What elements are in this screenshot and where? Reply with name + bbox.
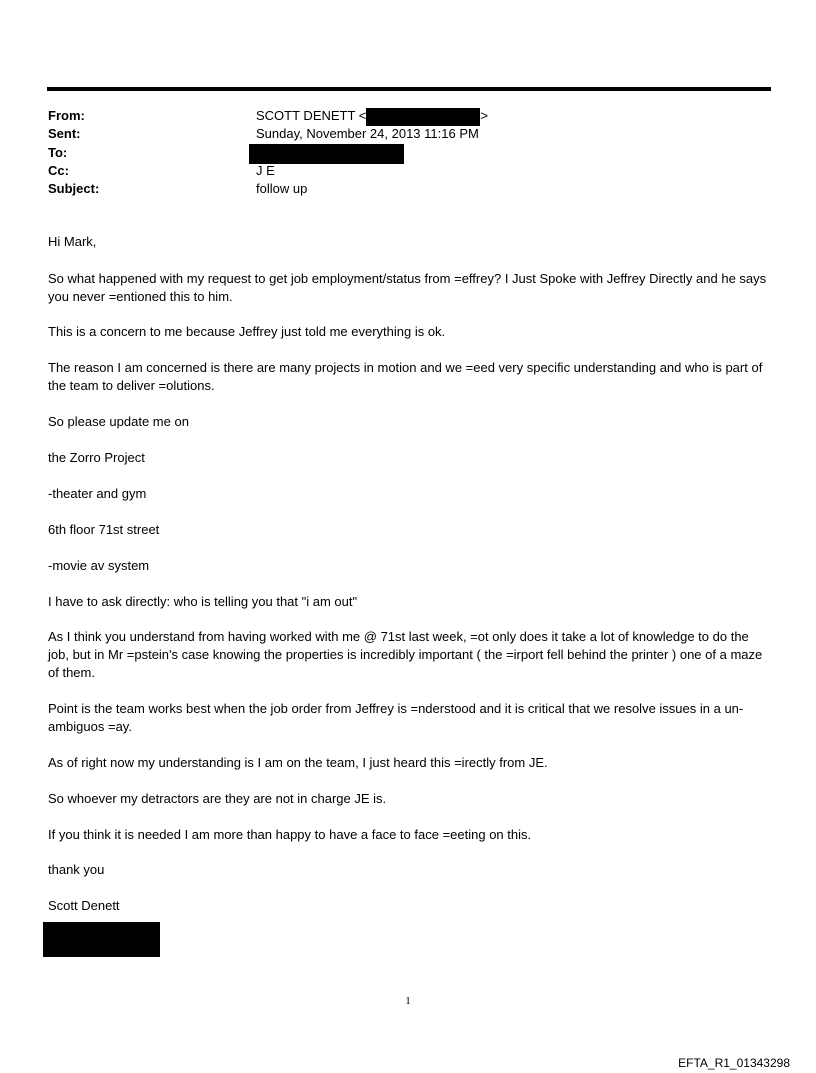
cc-label: Cc: xyxy=(48,163,69,178)
body-paragraph: As of right now my understanding is I am on the team, I just heard this =irectly from JE. xyxy=(48,755,548,770)
sent-value: Sunday, November 24, 2013 11:16 PM xyxy=(256,126,479,141)
list-item: -movie av system xyxy=(48,558,150,573)
closing: thank you xyxy=(48,862,105,877)
sent-label: Sent: xyxy=(48,126,81,141)
signature-name: Scott Denett xyxy=(48,898,120,913)
from-label: From: xyxy=(48,108,85,123)
list-item: the Zorro Project xyxy=(48,450,145,465)
subject-label: Subject: xyxy=(48,181,100,196)
body-paragraph: So whoever my detractors are they are not in charge JE is. xyxy=(48,791,387,806)
from-value xyxy=(256,107,488,126)
body-paragraph: Point is the team works best when the job order from Jeffrey is =nderstood and it is critical that we resolve issues in a un-ambiguos =ay. xyxy=(48,701,744,734)
body-paragraph: So what happened with my request to get job employment/status from =effrey? I Just Spoke with Jeffrey Directly and he says you never =entioned this to him. xyxy=(48,271,767,304)
body-paragraph: So please update me on xyxy=(48,414,189,429)
redacted-recipient xyxy=(249,144,404,164)
subject-value: follow up xyxy=(256,181,308,196)
body-paragraph: This is a concern to me because Jeffrey just told me everything is ok. xyxy=(48,324,446,339)
from-close: > xyxy=(480,108,488,123)
from-sender: SCOTT DENETT < xyxy=(256,108,367,123)
list-item: -theater and gym xyxy=(48,486,147,501)
to-value xyxy=(249,144,404,164)
to-label: To: xyxy=(48,145,68,160)
list-item: 6th floor 71st street xyxy=(48,522,160,537)
body-paragraph: If you think it is needed I am more than happy to have a face to face =eeting on this. xyxy=(48,827,532,842)
page-number: 1 xyxy=(405,995,411,1007)
body-paragraph: The reason I am concerned is there are many projects in motion and we =eed very specific understanding and who is part of the team to deliver =olutions. xyxy=(48,360,763,393)
redacted-email xyxy=(366,108,480,126)
header-divider xyxy=(47,87,771,91)
redacted-signature-block xyxy=(43,922,160,957)
greeting: Hi Mark, xyxy=(48,234,97,249)
document-id: EFTA_R1_01343298 xyxy=(678,1056,790,1070)
body-paragraph: I have to ask directly: who is telling you that "i am out" xyxy=(48,594,358,609)
body-paragraph: As I think you understand from having worked with me @ 71st last week, =ot only does it take a lot of knowledge to do the job, but in Mr =pstein's case knowing the properties is incredibly important ( the =irport fell behind the printer ) one of a maze of them. xyxy=(48,629,763,680)
cc-value: J E xyxy=(256,163,275,178)
